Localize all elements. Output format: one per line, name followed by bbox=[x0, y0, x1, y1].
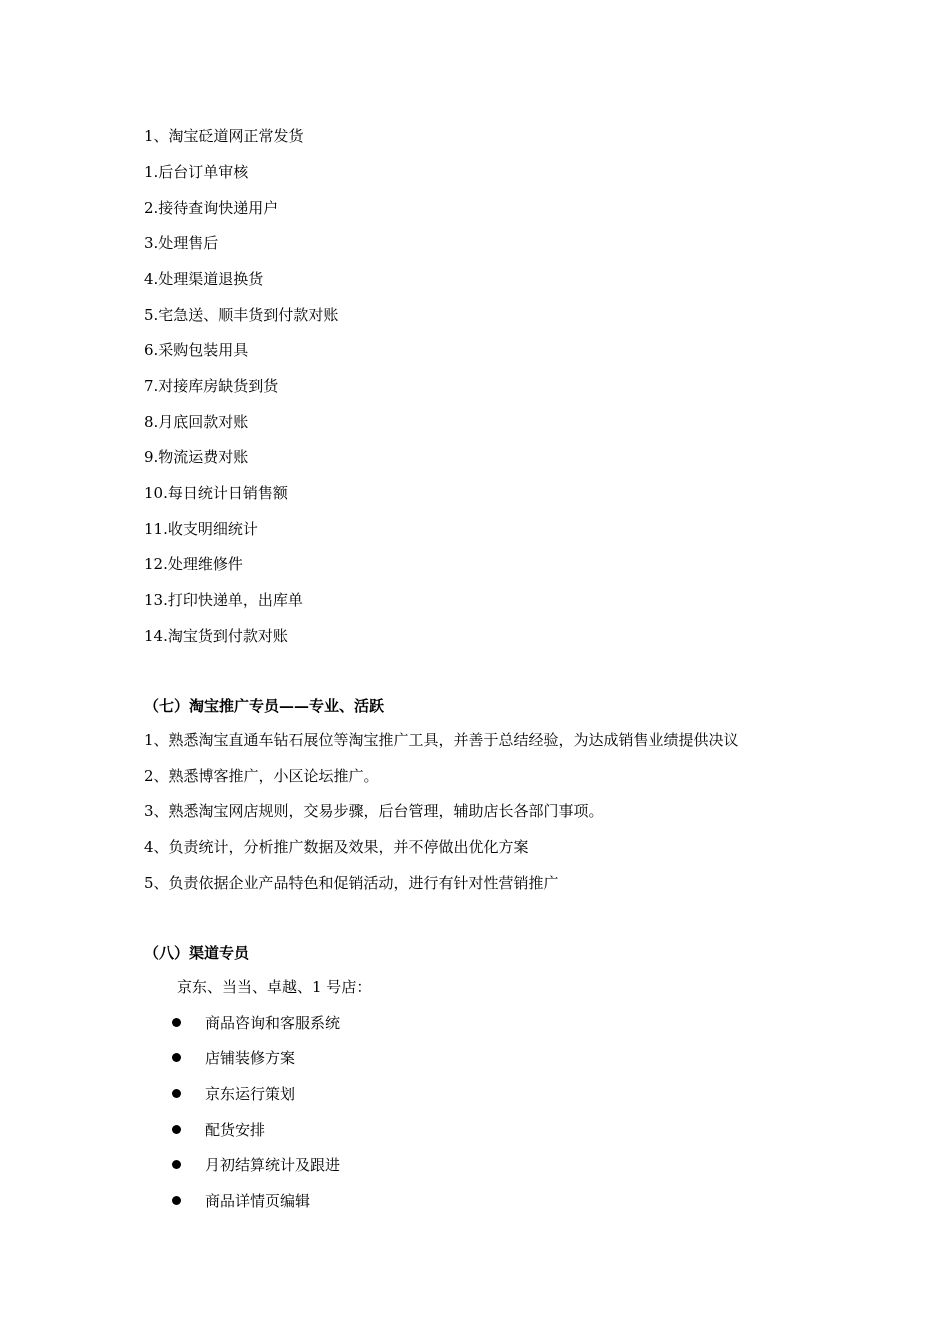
promotion-heading: （七）淘宝推广专员——专业、活跃 bbox=[144, 697, 385, 715]
bullet-icon bbox=[172, 1196, 181, 1205]
shipping-item: 10.每日统计日销售额 bbox=[144, 484, 288, 502]
bullet-text: 月初结算统计及跟进 bbox=[205, 1156, 341, 1174]
promotion-item: 4、负责统计，分析推广数据及效果，并不停做出优化方案 bbox=[144, 838, 529, 856]
shipping-item: 5.宅急送、顺丰货到付款对账 bbox=[144, 306, 339, 324]
channel-bullet-item bbox=[172, 1048, 295, 1068]
promotion-item: 5、负责依据企业产品特色和促销活动，进行有针对性营销推广 bbox=[144, 874, 559, 892]
channel-heading: （八）渠道专员 bbox=[144, 944, 250, 962]
bullet-icon bbox=[172, 1089, 181, 1098]
channel-bullet-item bbox=[172, 1120, 265, 1140]
bullet-icon bbox=[172, 1018, 181, 1027]
bullet-text: 商品详情页编辑 bbox=[205, 1192, 311, 1210]
channel-intro: 京东、当当、卓越、1 号店： bbox=[177, 978, 372, 996]
shipping-item: 4.处理渠道退换货 bbox=[144, 270, 264, 288]
bullet-text: 京东运行策划 bbox=[205, 1085, 296, 1103]
shipping-title: 1、淘宝砭道网正常发货 bbox=[144, 127, 304, 145]
bullet-icon bbox=[172, 1160, 181, 1169]
promotion-item: 3、熟悉淘宝网店规则，交易步骤，后台管理，辅助店长各部门事项。 bbox=[144, 802, 604, 820]
shipping-item: 2.接待查询快递用户 bbox=[144, 199, 279, 217]
shipping-item: 6.采购包装用具 bbox=[144, 341, 249, 359]
shipping-item: 7.对接库房缺货到货 bbox=[144, 377, 279, 395]
bullet-text: 商品咨询和客服系统 bbox=[205, 1014, 341, 1032]
bullet-text: 店铺装修方案 bbox=[205, 1049, 296, 1067]
channel-bullet-item bbox=[172, 1084, 295, 1104]
channel-bullet-item bbox=[172, 1155, 340, 1175]
shipping-item: 11.收支明细统计 bbox=[144, 520, 258, 538]
promotion-item: 2、熟悉博客推广，小区论坛推广。 bbox=[144, 767, 379, 785]
bullet-icon bbox=[172, 1053, 181, 1062]
bullet-icon bbox=[172, 1125, 181, 1134]
channel-bullet-item bbox=[172, 1013, 340, 1033]
promotion-item: 1、熟悉淘宝直通车钻石展位等淘宝推广工具，并善于总结经验，为达成销售业绩提供决议 bbox=[144, 731, 739, 749]
shipping-item: 3.处理售后 bbox=[144, 234, 219, 252]
bullet-text: 配货安排 bbox=[205, 1121, 266, 1139]
shipping-item: 9.物流运费对账 bbox=[144, 448, 249, 466]
shipping-item: 12.处理维修件 bbox=[144, 555, 243, 573]
channel-bullet-item bbox=[172, 1191, 310, 1211]
shipping-item: 1.后台订单审核 bbox=[144, 163, 249, 181]
shipping-item: 8.月底回款对账 bbox=[144, 413, 249, 431]
shipping-item: 14.淘宝货到付款对账 bbox=[144, 627, 288, 645]
shipping-item: 13.打印快递单，出库单 bbox=[144, 591, 303, 609]
